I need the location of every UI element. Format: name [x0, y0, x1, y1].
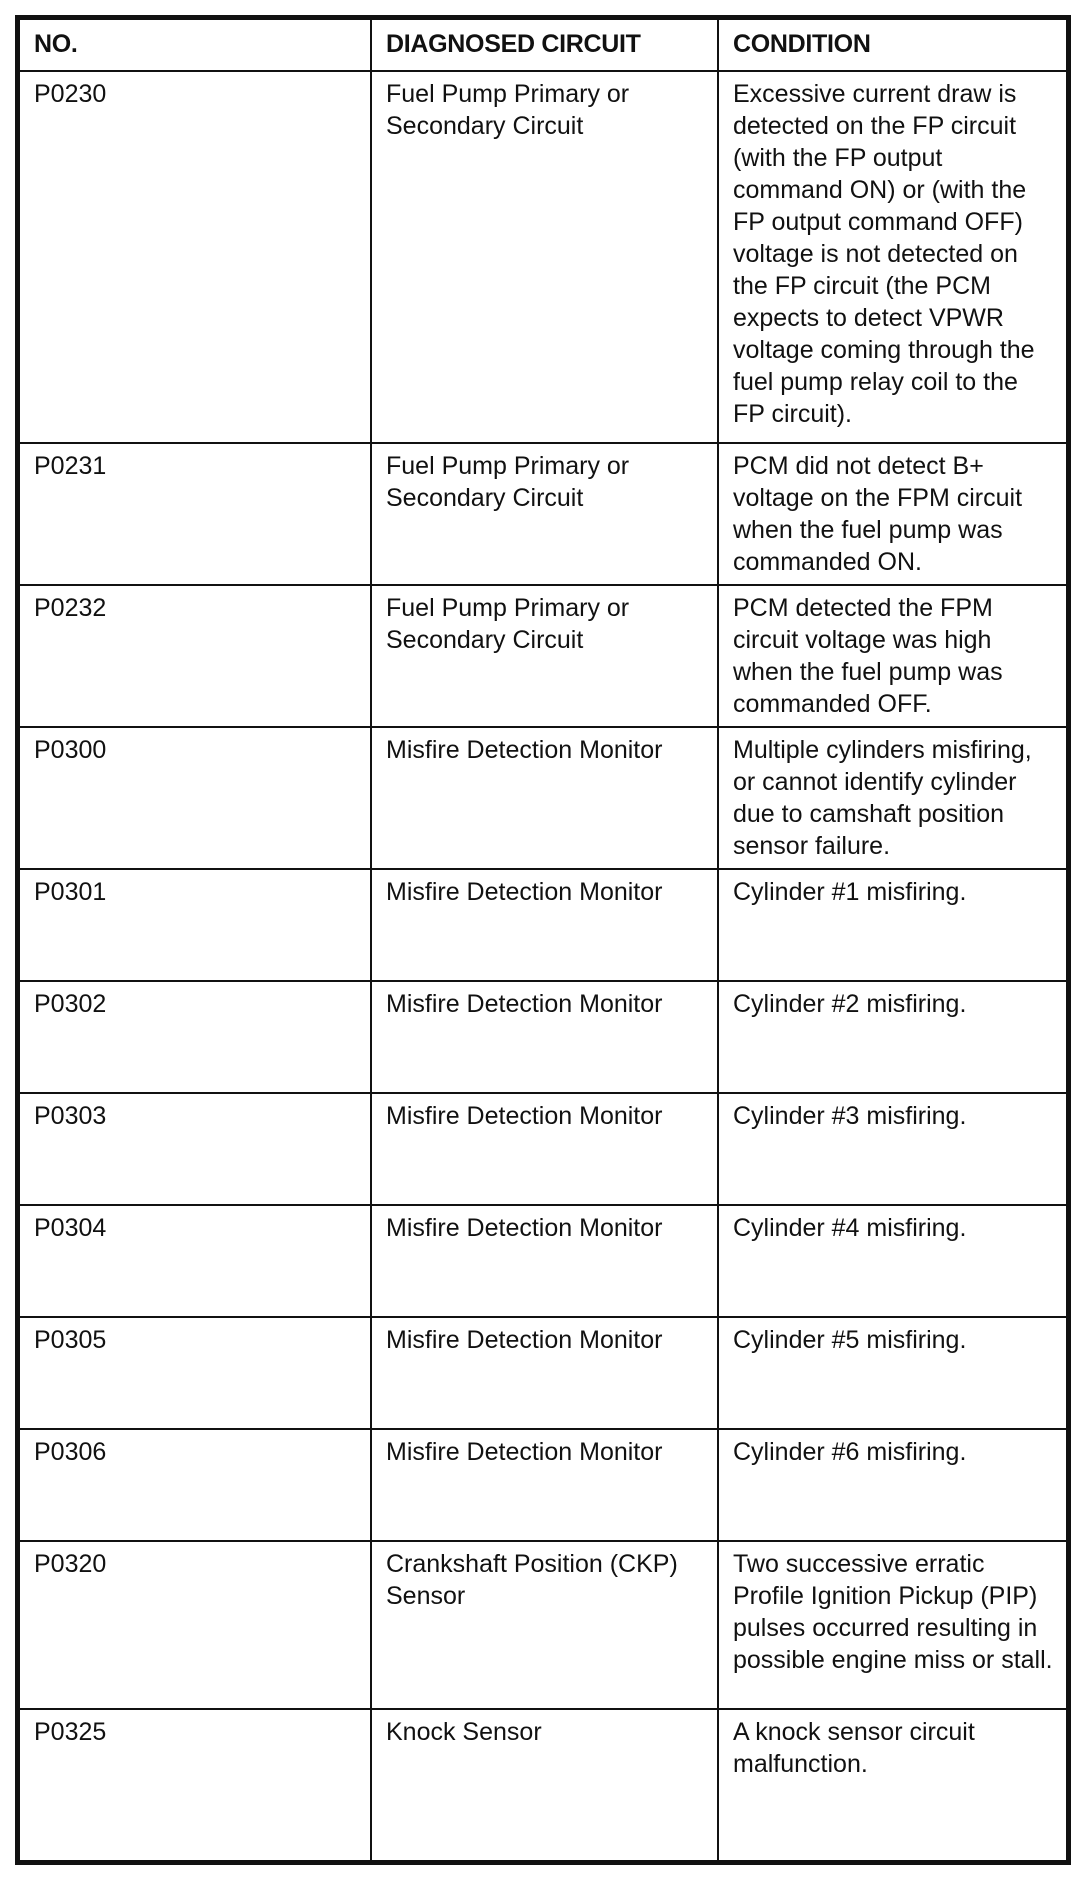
- dtc-table: [18, 18, 1068, 1862]
- table-row: [19, 585, 1067, 727]
- cell-condition: Excessive current draw is detected on the FP circuit (with the FP output command ON) or (with the FP output command OFF) voltage is not detected on the FP circuit (the PCM expects to detect VPWR voltage coming through the fuel pump relay coil to the FP circuit).: [718, 71, 1067, 443]
- table-row: [19, 869, 1067, 981]
- table-row: [19, 443, 1067, 585]
- cell-no: P0304: [19, 1205, 371, 1317]
- cell-no: P0302: [19, 981, 371, 1093]
- cell-no: P0230: [19, 71, 371, 443]
- table-row: [19, 1093, 1067, 1205]
- header-diagnosed-circuit: DIAGNOSED CIRCUIT: [371, 19, 718, 71]
- cell-circuit: Misfire Detection Monitor: [371, 727, 718, 869]
- cell-circuit: Fuel Pump Primary or Secondary Circuit: [371, 443, 718, 585]
- cell-circuit: Misfire Detection Monitor: [371, 1429, 718, 1541]
- cell-condition: Cylinder #1 misfiring.: [718, 869, 1067, 981]
- cell-condition: Cylinder #4 misfiring.: [718, 1205, 1067, 1317]
- cell-no: P0301: [19, 869, 371, 981]
- cell-no: P0232: [19, 585, 371, 727]
- table-row: [19, 1541, 1067, 1709]
- table-row: [19, 981, 1067, 1093]
- cell-condition: Cylinder #5 misfiring.: [718, 1317, 1067, 1429]
- header-no: NO.: [19, 19, 371, 71]
- cell-no: P0305: [19, 1317, 371, 1429]
- cell-condition: Cylinder #2 misfiring.: [718, 981, 1067, 1093]
- cell-condition: Multiple cylinders misfiring, or cannot identify cylinder due to camshaft position sensor failure.: [718, 727, 1067, 869]
- table-row: [19, 727, 1067, 869]
- cell-no: P0320: [19, 1541, 371, 1709]
- cell-circuit: Fuel Pump Primary or Secondary Circuit: [371, 585, 718, 727]
- table-row: [19, 1429, 1067, 1541]
- cell-condition: A knock sensor circuit malfunction.: [718, 1709, 1067, 1861]
- table-header-row: [19, 19, 1067, 71]
- header-condition: CONDITION: [718, 19, 1067, 71]
- cell-circuit: Misfire Detection Monitor: [371, 1093, 718, 1205]
- cell-no: P0303: [19, 1093, 371, 1205]
- cell-circuit: Crankshaft Position (CKP) Sensor: [371, 1541, 718, 1709]
- table-row: [19, 71, 1067, 443]
- cell-no: P0231: [19, 443, 371, 585]
- cell-circuit: Misfire Detection Monitor: [371, 1205, 718, 1317]
- cell-circuit: Misfire Detection Monitor: [371, 1317, 718, 1429]
- table-row: [19, 1709, 1067, 1861]
- cell-circuit: Misfire Detection Monitor: [371, 869, 718, 981]
- cell-condition: Cylinder #6 misfiring.: [718, 1429, 1067, 1541]
- dtc-table-frame: [15, 15, 1071, 1865]
- cell-no: P0325: [19, 1709, 371, 1861]
- cell-circuit: Knock Sensor: [371, 1709, 718, 1861]
- cell-circuit: Misfire Detection Monitor: [371, 981, 718, 1093]
- cell-condition: Cylinder #3 misfiring.: [718, 1093, 1067, 1205]
- cell-no: P0306: [19, 1429, 371, 1541]
- cell-circuit: Fuel Pump Primary or Secondary Circuit: [371, 71, 718, 443]
- cell-condition: PCM did not detect B+ voltage on the FPM circuit when the fuel pump was commanded ON.: [718, 443, 1067, 585]
- table-row: [19, 1317, 1067, 1429]
- cell-no: P0300: [19, 727, 371, 869]
- cell-condition: Two successive erratic Profile Ignition Pickup (PIP) pulses occurred resulting in possible engine miss or stall.: [718, 1541, 1067, 1709]
- cell-condition: PCM detected the FPM circuit voltage was high when the fuel pump was commanded OFF.: [718, 585, 1067, 727]
- table-row: [19, 1205, 1067, 1317]
